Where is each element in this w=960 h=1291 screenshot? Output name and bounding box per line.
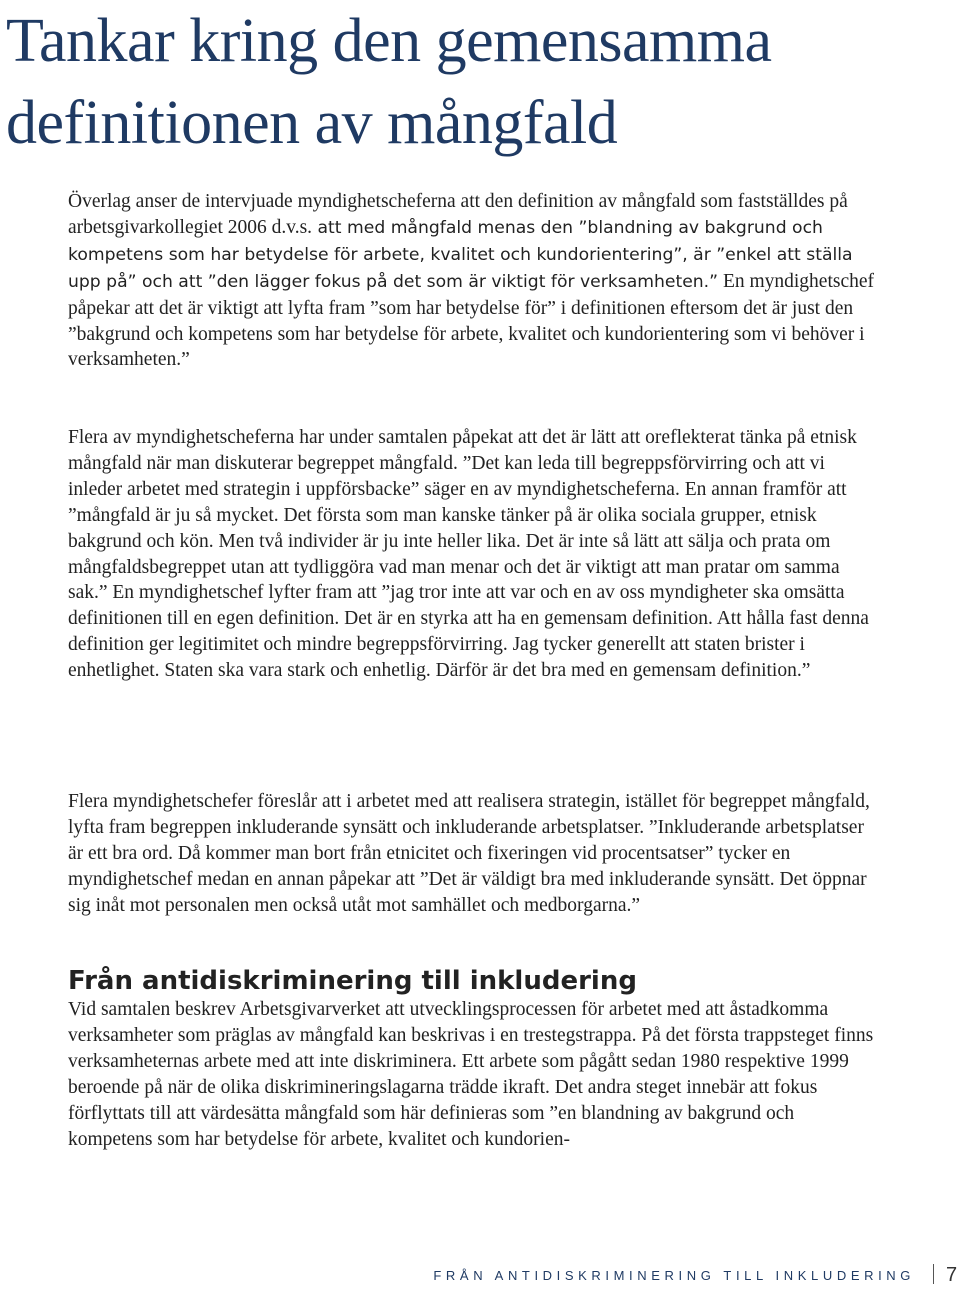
- paragraph-intro-part1: Överlag anser de intervjuade myndighetscheferna att den definition av mångfald som fastställdes på arbetsgivarkollegiet 2006 d.v.s.: [68, 191, 848, 238]
- paragraph-intro-part2: att med mångfald menas den ”blandning av bakgrund och kompetens som har betydelse för arbete, kvalitet och kundorientering”, är ”enkel att ställa upp på” och att ”den lägger fokus på det som är viktigt för verksamheten.”: [68, 217, 853, 292]
- paragraph-intro-part3: En myndighetschef påpekar att det är viktigt att lyfta fram ”som har betydelse för” i definitionen eftersom det är just den ”bakgrund och kompetens som har betydelse för arbete, kvalitet och kundorientering som vi behöver i verksamheten.”: [68, 270, 875, 371]
- paragraph-steps: Vid samtalen beskrev Arbetsgivarverket att utvecklingsprocessen för arbetet med att åstadkomma verksamheter som präglas av mångfald kan beskrivas i en trestegstrappa. På det första trappsteget finns verksamheternas arbete med att inte diskriminera. Ett arbete som pågått sedan 1980 respektive 1999 beroende på när de olika diskrimineringslagarna trädde ikraft. Det andra steget innebär att fokus förflyttats till att värdesätta mångfald som här definieras som ”en blandning av bakgrund och kompetens som har betydelse för arbete, kvalitet och kundorien-: [68, 999, 874, 1150]
- section-heading: Från antidiskriminering till inkludering: [68, 966, 637, 996]
- running-footer-title: FRÅN ANTIDISKRIMINERING TILL INKLUDERING: [433, 1268, 915, 1283]
- paragraph-inclusion: Flera myndighetschefer föreslår att i arbetet med att realisera strategin, istället för begreppet mångfald, lyfta fram begreppen inkluderande synsätt och inkluderande arbetsplatser. ”Inkluderande arbetsplatser är ett bra ord. Då kommer man bort från etnicitet och fixeringen vid procentsatser” tycker en myndighetschef medan en annan påpekar att ”Det är väldigt bra med inkluderande synsätt. Det öppnar sig inåt mot personalen men också utåt mot samhället och medborgarna.”: [68, 791, 870, 916]
- page-title: Tankar kring den gemensamma definitionen av mångfald: [6, 7, 772, 157]
- page-number: 7: [946, 1264, 958, 1286]
- paragraph-terminology: Flera av myndighetscheferna har under samtalen påpekat att det är lätt att oreflekterat tänka på etnisk mångfald när man diskuterar begreppet mångfald. ”Det kan leda till begreppsförvirring och att vi inleder arbetet med strategin i uppförsbacke” säger en av myndighetscheferna. En annan framför att ”mångfald är ju så mycket. Det första som man kanske tänker på är olika sociala grupper, etnisk bakgrund och kön. Men två individer är ju inte heller lika. Det är inte så lätt att sälja och prata om mångfaldsbegreppet utan att tydliggöra vad man menar och det är viktigt att man pratar om samma sak.” En myndighetschef lyfter fram att ”jag tror inte att var och en av oss myndigheter ska omsätta definitionen till en egen definition. Det är en styrka att ha en gemensam definition. Att hålla fast denna definition ger legitimitet och mindre begreppsförvirring. Jag tycker generellt att staten brister i enhetlighet. Staten ska vara stark och enhetlig. Därför är det bra med en gemensam definition.”: [68, 427, 869, 682]
- footer-divider: [933, 1264, 934, 1284]
- paragraph-intro: [68, 189, 878, 373]
